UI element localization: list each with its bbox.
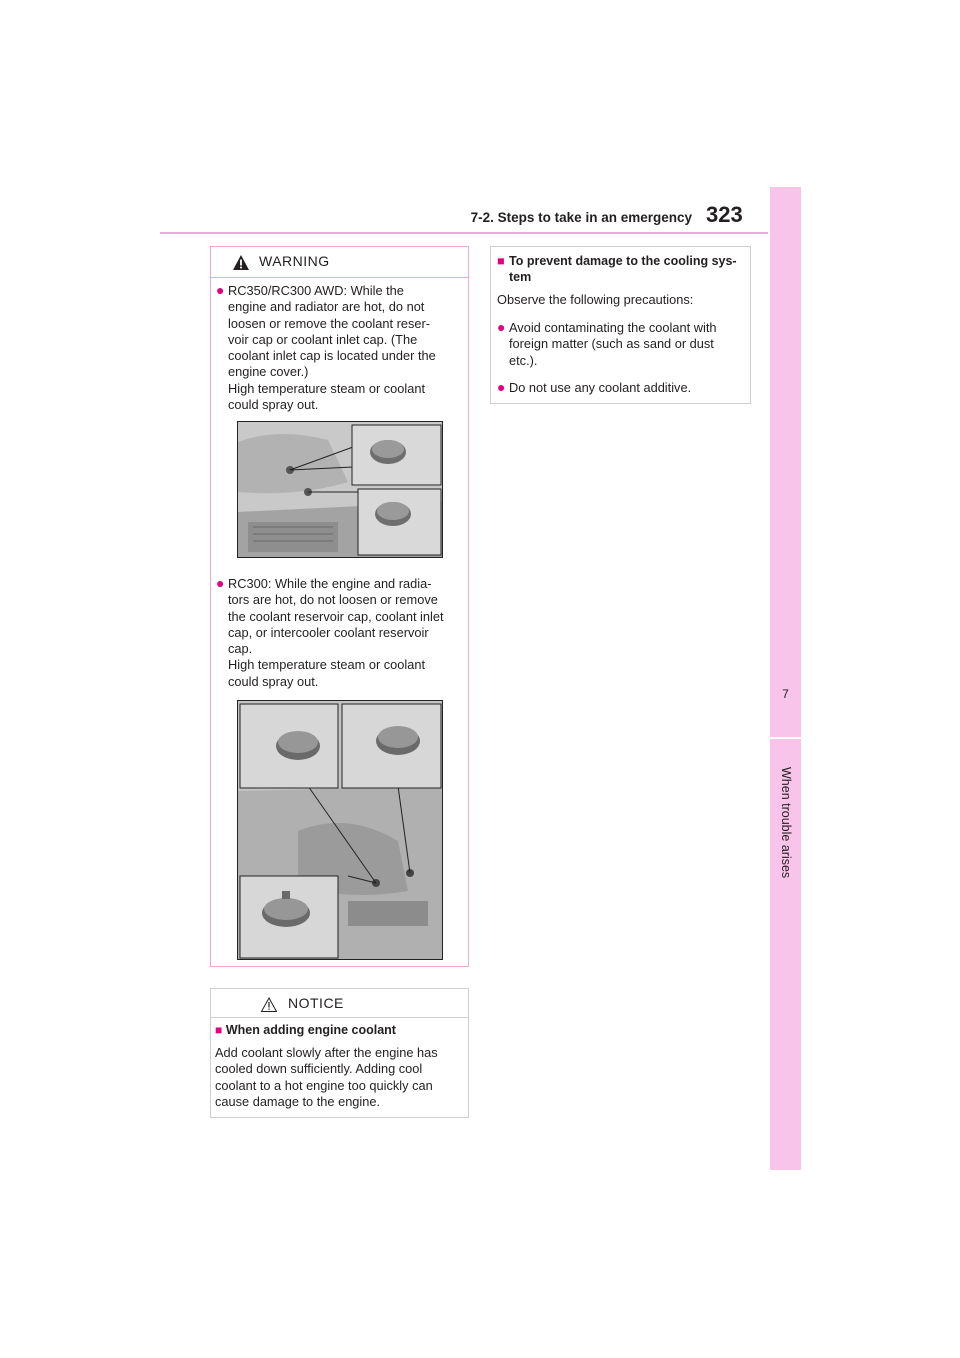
cooling-intro: Observe the following precautions: [497,292,694,307]
square-bullet-icon: ■ [497,254,505,268]
cooling-title-line: To prevent damage to the cooling sys- [509,254,737,268]
tab-divider [770,737,801,739]
notice-subtitle: When adding engine coolant [225,1023,396,1037]
cooling-title-line: tem [509,270,532,284]
bullet-dot-icon: ● [216,282,225,298]
chapter-number: 7 [782,687,789,701]
notice-line: cooled down sufficiently. Adding cool [215,1061,423,1077]
notice-line: Add coolant slowly after the engine has [215,1045,438,1060]
cooling-line: Avoid contaminating the coolant with [509,320,717,335]
warning-line: cap. [228,641,253,657]
cooling-item [497,380,742,396]
cooling-title [497,253,742,285]
notice-subtitle-row [215,1022,463,1038]
warning-line: the coolant reservoir cap, coolant inlet [228,608,444,624]
warning-line: coolant inlet cap is located under the [228,348,436,364]
warning-item-rc300 [216,576,461,690]
warning-line: engine cover.) [228,364,309,380]
cooling-precautions-box [490,246,751,404]
warning-line: tors are hot, do not loosen or remove [228,592,438,608]
warning-label: WARNING [259,253,330,269]
cooling-line: foreign matter (such as sand or dust [509,336,714,352]
section-title: 7-2. Steps to take in an emergency [470,210,692,225]
cooling-item [497,320,742,369]
engine-illustration [238,701,443,960]
engine-photo-awd [237,421,443,558]
warning-line: loosen or remove the coolant reser- [228,315,431,331]
notice-header [211,989,468,1018]
warning-line: High temperature steam or coolant [228,657,426,673]
square-bullet-icon: ■ [215,1023,223,1037]
warning-line: could spray out. [228,673,319,689]
notice-line: coolant to a hot engine too quickly can [215,1077,433,1093]
warning-item-awd [216,283,461,413]
engine-illustration [238,422,443,558]
warning-line: engine and radiator are hot, do not [228,299,425,315]
bullet-dot-icon: ● [497,379,506,395]
caution-triangle-icon [261,997,277,1012]
engine-photo-rc300 [237,700,443,960]
warning-line: voir cap or coolant inlet cap. (The [228,331,418,347]
cooling-line: etc.). [509,352,538,368]
warning-line: cap, or intercooler coolant reservoir [228,624,429,640]
header-rule [160,232,768,234]
page-number: 323 [706,202,743,227]
warning-line: RC350/RC300 AWD: While the [228,283,404,298]
notice-line: cause damage to the engine. [215,1093,381,1109]
chapter-label: When trouble arises [779,767,793,879]
bullet-dot-icon: ● [216,575,225,591]
notice-label: NOTICE [288,995,344,1011]
notice-text [215,1045,463,1110]
warning-line: RC300: While the engine and radia- [228,576,432,591]
chapter-side-tab [770,187,801,1170]
cooling-line: Do not use any coolant additive. [509,380,692,395]
bullet-dot-icon: ● [497,319,506,335]
warning-header [211,247,468,278]
warning-triangle-icon [233,255,249,270]
chapter-label-wrap [778,767,794,987]
warning-line: High temperature steam or coolant [228,380,426,396]
warning-line: could spray out. [228,397,319,413]
